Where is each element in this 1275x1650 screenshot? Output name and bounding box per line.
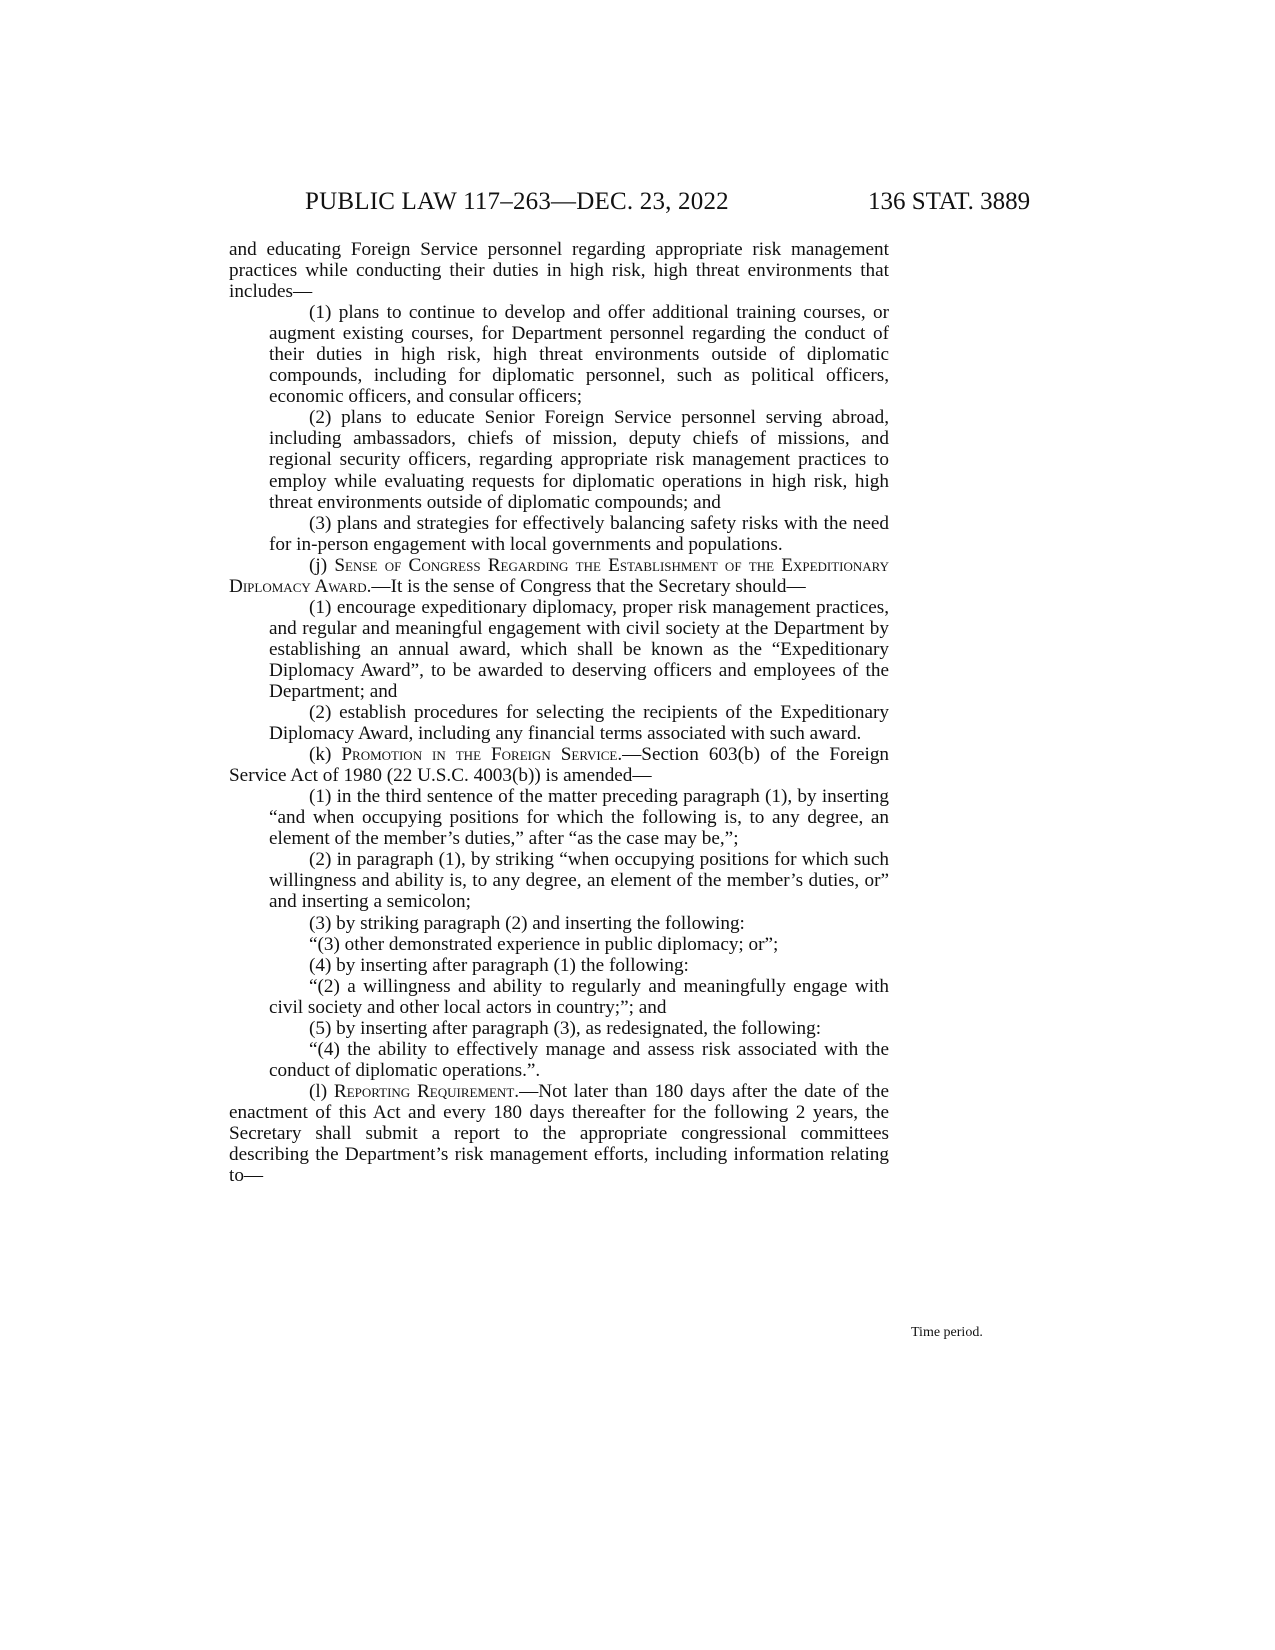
paragraph: (4) by inserting after paragraph (1) the following:	[309, 954, 689, 976]
margin-note: Time period.	[911, 1325, 983, 1340]
paragraph: (1) encourage expeditionary diplomacy, proper risk management practices, and regular and meaningful engagement with civil society at the Department by establishing an annual award, which shall be known as the “Expeditionary Diplomacy Award”, to be awarded to deserving officers and employees of the Department; and	[269, 596, 889, 702]
section-k-text: .—Section 603(b) of the Foreign Service Act of 1980 (22 U.S.C. 4003(b)) is amended—	[229, 744, 890, 787]
section-k-heading: Promotion in the Foreign Service	[341, 744, 618, 766]
paragraph: (1) plans to continue to develop and offer additional training courses, or augment existing courses, for Department personnel regarding the conduct of their duties in high risk, high threat environments outside of diplomatic compounds, including for diplomatic personnel, such as political officers, economic officers, and consular officers;	[269, 302, 889, 408]
paragraph: (3) plans and strategies for effectively balancing safety risks with the need for in-person engagement with local governments and populations.	[269, 512, 889, 555]
paragraph: (2) in paragraph (1), by striking “when occupying positions for which such willingness and ability is, to any degree, an element of the member’s duties, or” and inserting a semicolon;	[269, 849, 889, 913]
paragraph: (3) by striking paragraph (2) and inserting the following:	[309, 912, 745, 934]
section-j-label: (j)	[309, 554, 328, 576]
page-number: 136 STAT. 3889	[868, 188, 1031, 215]
header-title: PUBLIC LAW 117–263—DEC. 23, 2022	[305, 188, 729, 215]
paragraph: (1) in the third sentence of the matter preceding paragraph (1), by inserting “and when occupying positions for which the following is, to any degree, an element of the member’s duties,” after “as the case may be,”;	[269, 786, 889, 850]
section-j-heading: Sense of Congress Regarding the Establishment of the Expeditionary Diplomacy Award	[229, 554, 890, 597]
paragraph: (5) by inserting after paragraph (3), as redesignated, the following:	[309, 1017, 822, 1039]
quoted-paragraph: “(3) other demonstrated experience in public diplomacy; or”;	[309, 933, 779, 955]
paragraph: (2) plans to educate Senior Foreign Service personnel serving abroad, including ambassadors, chiefs of mission, deputy chiefs of missions, and regional security officers, regarding appropriate risk management practices to employ while evaluating requests for diplomatic operations in high risk, high threat environments outside of diplomatic compounds; and	[269, 407, 889, 513]
section-l	[229, 1081, 889, 1186]
section-l-heading: Reporting Requirement	[333, 1080, 515, 1102]
quoted-paragraph: “(2) a willingness and ability to regularly and meaningfully engage with civil society and other local actors in country;”; and	[269, 975, 889, 1018]
paragraph: (2) establish procedures for selecting the recipients of the Expeditionary Diplomacy Award, including any financial terms associated with such award.	[269, 702, 889, 745]
paragraph: and educating Foreign Service personnel regarding appropriate risk management practices while conducting their duties in high risk, high threat environments that includes—	[229, 239, 889, 303]
section-l-text: .—Not later than 180 days after the date of the enactment of this Act and every 180 days thereafter for the following 2 years, the Secretary shall submit a report to the appropriate congressional committees describing the Department’s risk management efforts, including information relating to—	[229, 1080, 889, 1187]
section-j-text: .—It is the sense of Congress that the Secretary should—	[366, 575, 806, 597]
section-k	[229, 744, 889, 786]
quoted-paragraph: “(4) the ability to effectively manage and assess risk associated with the conduct of diplomatic operations.”.	[269, 1038, 889, 1081]
document-body	[229, 239, 889, 1186]
section-j	[229, 555, 889, 597]
section-l-label: (l)	[309, 1080, 328, 1102]
section-k-label: (k)	[309, 744, 332, 766]
